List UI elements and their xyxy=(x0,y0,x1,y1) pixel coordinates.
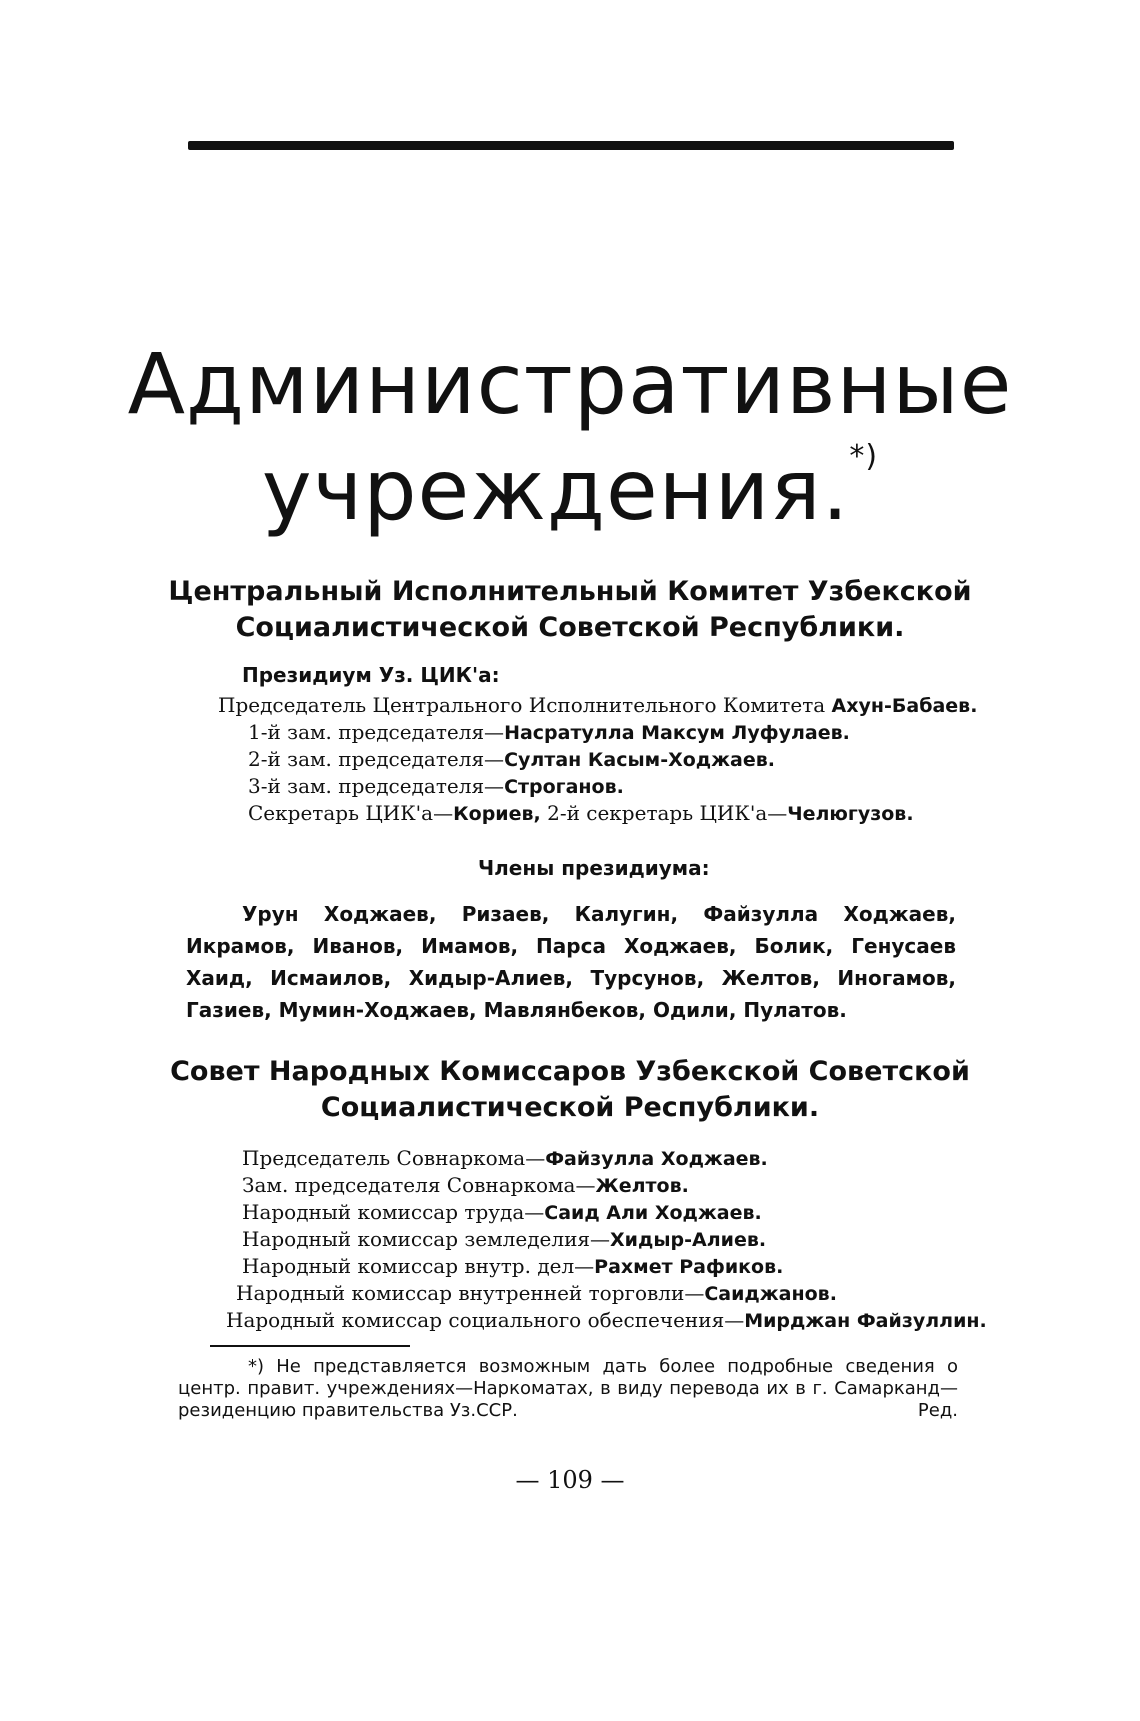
page-title-line2-text: учреждения. xyxy=(261,441,850,539)
presidium-role: 3-й зам. председателя— xyxy=(248,774,505,798)
section2-heading-line2: Социалистической Республики. xyxy=(320,1092,820,1123)
presidium-name: Строганов. xyxy=(504,776,624,798)
page-title-line2 xyxy=(0,439,1140,539)
presidium-name: Челюгузов. xyxy=(787,803,914,825)
commissar-line xyxy=(236,1280,837,1307)
presidium-role: Председатель Центрального Исполнительного Комитета xyxy=(218,693,832,717)
page-title-line1: Административные xyxy=(127,335,1013,433)
commissar-name: Рахмет Рафиков. xyxy=(594,1256,784,1278)
members-label: Члены президиума: xyxy=(478,856,710,880)
presidium-role: 2-й зам. председателя— xyxy=(248,747,505,771)
presidium-label: Президиум Уз. ЦИК'а: xyxy=(242,663,500,687)
presidium-role: 2-й секретарь ЦИК'а— xyxy=(540,801,788,825)
commissar-role: Народный комиссар земледелия— xyxy=(242,1227,611,1251)
commissar-line xyxy=(242,1145,768,1172)
commissar-name: Саид Али Ходжаев. xyxy=(544,1202,762,1224)
commissar-role: Народный комиссар труда— xyxy=(242,1200,545,1224)
top-rule xyxy=(188,141,954,150)
presidium-name: Кориев, xyxy=(453,803,541,825)
footnote-text: *) Не представляется возможным дать более подробные сведения о центр. правит. учреждениях—Наркоматах, в виду перевода их в г. Самарканд—резиденцию правительства Уз.ССР. xyxy=(178,1356,958,1421)
footnote-mark: *) xyxy=(849,439,879,474)
presidium-line xyxy=(248,746,775,773)
commissar-role: Зам. председателя Совнаркома— xyxy=(242,1173,596,1197)
commissar-role: Председатель Совнаркома— xyxy=(242,1146,546,1170)
commissar-name: Хидыр-Алиев. xyxy=(610,1229,767,1251)
commissar-role: Народный комиссар социального обеспечения— xyxy=(226,1308,745,1332)
section2-heading-line1: Совет Народных Комиссаров Узбекской Советской xyxy=(170,1056,970,1087)
presidium-name: Насратулла Максум Луфулаев. xyxy=(504,722,850,744)
presidium-role: Секретарь ЦИК'а— xyxy=(248,801,454,825)
commissar-name: Желтов. xyxy=(595,1175,689,1197)
presidium-line xyxy=(248,719,850,746)
commissar-name: Мирджан Файзуллин. xyxy=(744,1310,987,1332)
presidium-name: Ахун-Бабаев. xyxy=(831,695,978,717)
footnote-rule xyxy=(210,1345,410,1347)
presidium-line xyxy=(248,800,914,827)
page-number: — 109 — xyxy=(515,1466,625,1494)
commissar-line xyxy=(226,1307,987,1334)
commissar-name: Файзулла Ходжаев. xyxy=(545,1148,768,1170)
commissar-line xyxy=(242,1226,766,1253)
commissar-role: Народный комиссар внутренней торговли— xyxy=(236,1281,705,1305)
members-paragraph: Урун Ходжаев, Ризаев, Калугин, Файзулла Ходжаев, Икрамов, Иванов, Имамов, Парса Ходжаев, Болик, Генусаев Хаид, Исмаилов, Хидыр-Алиев, Турсунов, Желтов, Иногамов, Газиев, Мумин-Ходжаев, Мавлянбеков, Одили, Пулатов. xyxy=(186,902,956,1022)
presidium-name: Султан Касым-Ходжаев. xyxy=(504,749,775,771)
commissar-line xyxy=(242,1253,783,1280)
presidium-line xyxy=(218,692,977,719)
section1-heading-line1: Центральный Исполнительный Комитет Узбекской xyxy=(168,576,972,607)
commissar-line xyxy=(242,1199,762,1226)
presidium-line xyxy=(248,773,624,800)
commissar-line xyxy=(242,1172,689,1199)
presidium-role: 1-й зам. председателя— xyxy=(248,720,505,744)
commissar-role: Народный комиссар внутр. дел— xyxy=(242,1254,595,1278)
footnote-editor: Ред. xyxy=(917,1400,958,1421)
commissar-name: Саиджанов. xyxy=(704,1283,837,1305)
footnote xyxy=(178,1356,958,1422)
section1-heading-line2: Социалистической Советской Республики. xyxy=(235,612,905,643)
